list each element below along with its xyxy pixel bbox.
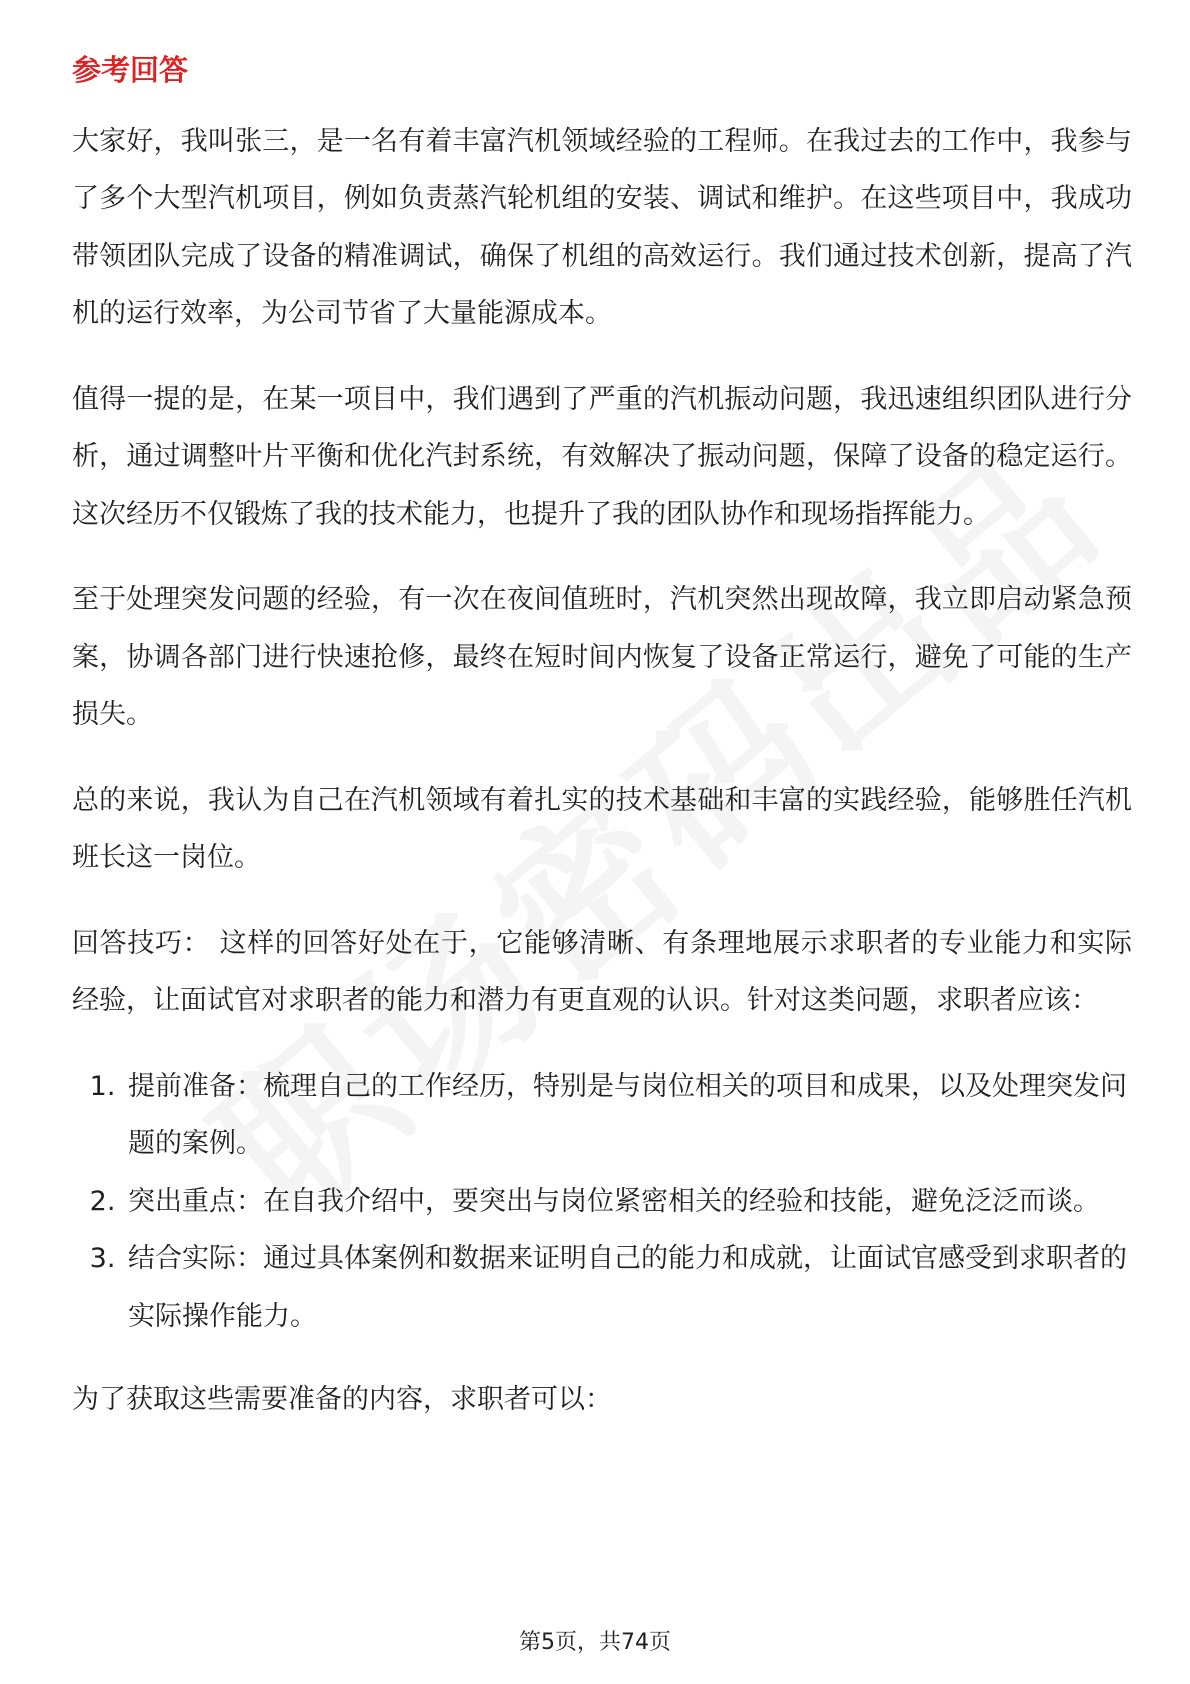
page-content bbox=[72, 50, 1132, 1457]
paragraph-emergency: 至于处理突发问题的经验，有一次在夜间值班时，汽机突然出现故障，我立即启动紧急预案，协调各部门进行快速抢修，最终在短时间内恢复了设备正常运行，避免了可能的生产损失。 bbox=[72, 584, 1132, 731]
paragraph-closing: 为了获取这些需要准备的内容，求职者可以： bbox=[72, 1384, 612, 1416]
page-number: 第5页，共74页 bbox=[519, 1630, 671, 1655]
list-item: 3. 结合实际：通过具体案例和数据来证明自己的能力和成就，让面试官感受到求职者的实际操作能力。 bbox=[124, 1230, 1132, 1345]
paragraph-vibration-issue: 值得一提的是，在某一项目中，我们遇到了严重的汽机振动问题，我迅速组织团队进行分析，通过调整叶片平衡和优化汽封系统，有效解决了振动问题，保障了设备的稳定运行。这次经历不仅锻炼了我的技术能力，也提升了我的团队协作和现场指挥能力。 bbox=[72, 383, 1132, 530]
paragraph-summary: 总的来说，我认为自己在汽机领域有着扎实的技术基础和丰富的实践经验，能够胜任汽机班长这一岗位。 bbox=[72, 784, 1132, 874]
paragraph-answer-tips: 回答技巧： 这样的回答好处在于，它能够清晰、有条理地展示求职者的专业能力和实际经验，让面试官对求职者的能力和潜力有更直观的认识。针对这类问题，求职者应该： bbox=[72, 927, 1132, 1017]
tips-list bbox=[72, 1058, 1132, 1346]
paragraph-intro: 大家好，我叫张三，是一名有着丰富汽机领域经验的工程师。在我过去的工作中，我参与了多个大型汽机项目，例如负责蒸汽轮机组的安装、调试和维护。在这些项目中，我成功带领团队完成了设备的精准调试，确保了机组的高效运行。我们通过技术创新，提高了汽机的运行效率，为公司节省了大量能源成本。 bbox=[72, 125, 1132, 330]
list-item: 1. 提前准备：梳理自己的工作经历，特别是与岗位相关的项目和成果，以及处理突发问题的案例。 bbox=[124, 1058, 1132, 1173]
list-item: 2. 突出重点：在自我介绍中，要突出与岗位紧密相关的经验和技能，避免泛泛而谈。 bbox=[124, 1173, 1132, 1231]
section-heading: 参考回答 bbox=[72, 53, 189, 87]
